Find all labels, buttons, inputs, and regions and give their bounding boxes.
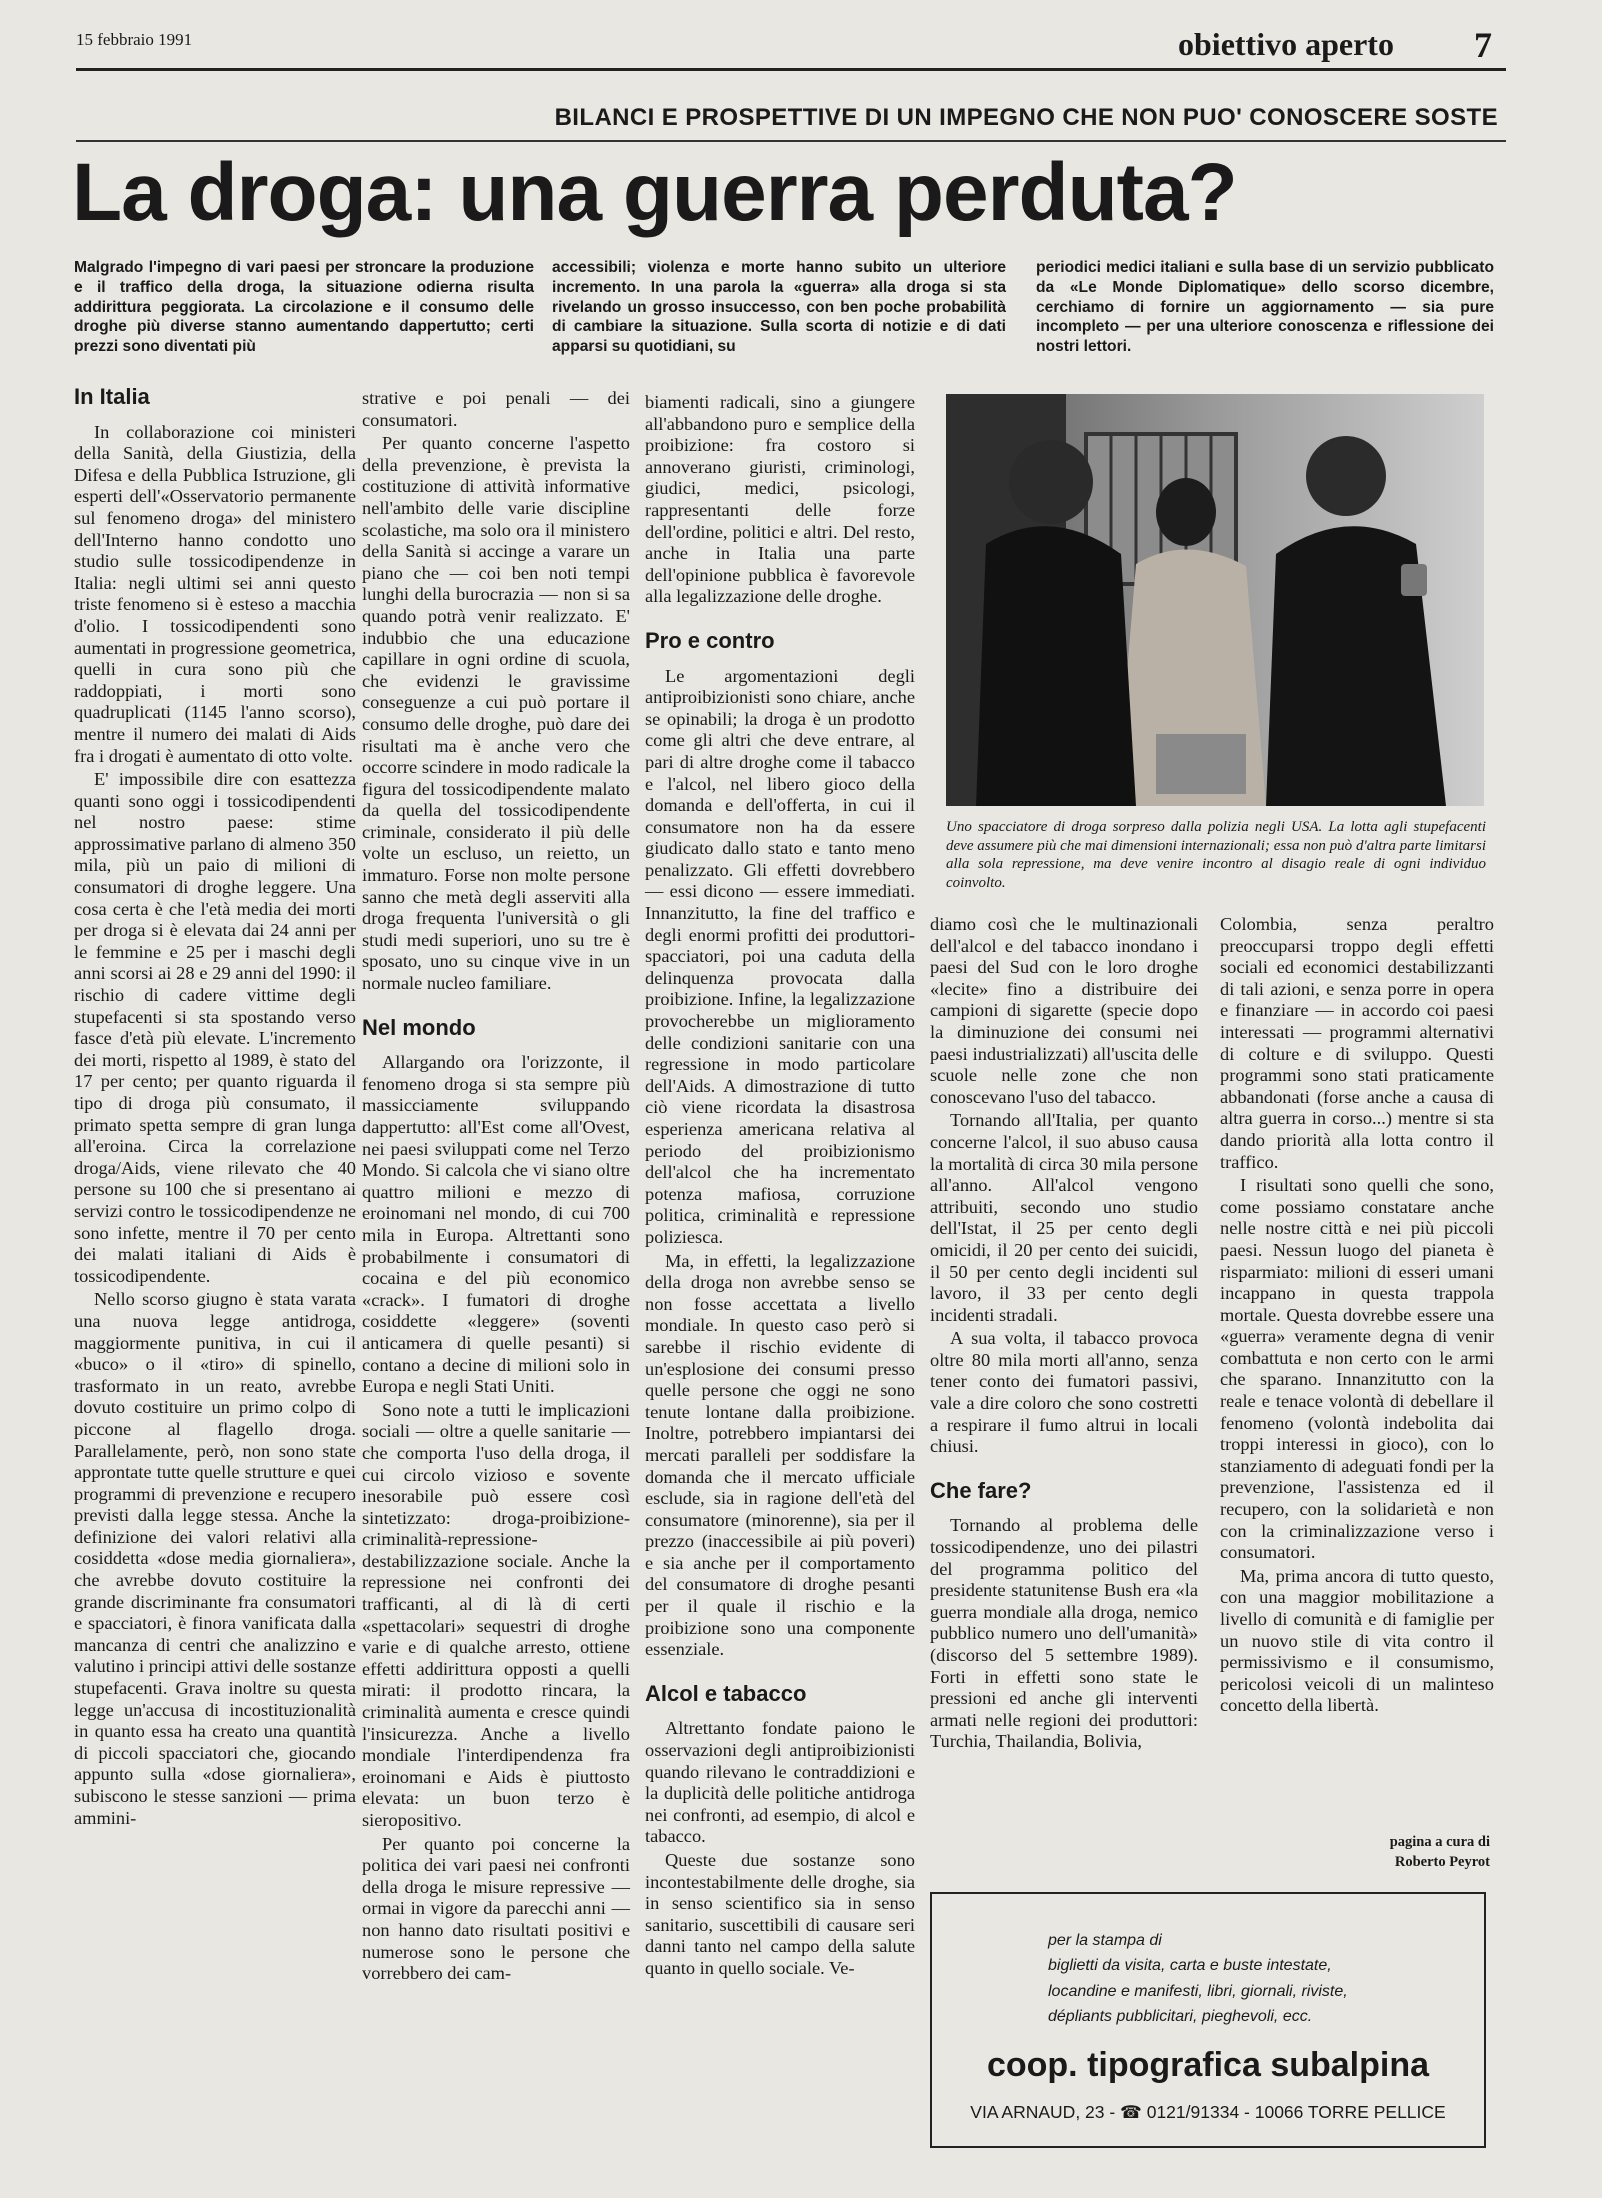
ad-line: biglietti da visita, carta e buste intestate, xyxy=(1048,1957,1332,1975)
paragraph: strative e poi penali — dei consumatori. xyxy=(362,388,630,430)
ad-company-name: coop. tipografica subalpina xyxy=(986,2046,1430,2084)
subheading: In Italia xyxy=(74,384,150,409)
paragraph: Ma, prima ancora di tutto questo, con una maggior mobilitazione a livello di comunità e di famiglie per un nuovo stile di vita contro il permissivismo e il consumismo, pericolosi veicoli di un malinteso concetto della libertà. xyxy=(1220,1565,1494,1716)
paragraph: In collaborazione coi ministeri della Sanità, della Giustizia, della Difesa e della Pubblica Istruzione, gli esperti dell'«Osservatorio permanente sul fenomeno droga» del ministero dell'Interno hanno condotto uno studio sulle tossicodipendenze in Italia: negli ultimi sei anni questo triste fenomeno si è esteso a macchia d'olio. I tossicodipendenti sono aumentati in progressione geometrica, quelli in cura sono più che raddoppiati, i morti sono quadruplicati (1145 l'anno scorso), mentre il numero dei malati di Aids fra i drogati è aumentato di otto volte. xyxy=(74,421,356,766)
paragraph: A sua volta, il tabacco provoca oltre 80 mila morti all'anno, senza tener conto dei fumatori passivi, vale a dire coloro che sono costretti a respirare il fumo altrui in locali chiusi. xyxy=(930,1328,1198,1457)
lead-paragraph: Malgrado l'impegno di vari paesi per stroncare la produzione e il traffico della droga, la situazione odierna risulta addirittura peggiorata. La circolazione e il consumo delle droghe più diverse stanno aumentando dappertutto; certi prezzi sono diventati più xyxy=(74,259,534,356)
issue-date: 15 febbraio 1991 xyxy=(76,30,193,49)
credit-author: Roberto Peyrot xyxy=(1394,1854,1490,1870)
paragraph: Queste due sostanze sono incontestabilmente delle droghe, sia in senso scientifico sia in senso sanitario, suscettibili di causare seri danni tanto nel campo della salute quanto in quello sociale. Ve- xyxy=(645,1850,915,1978)
paragraph: Sono note a tutti le implicazioni sociali — oltre a quelle sanitarie — che comporta l'uso della droga, il cui circolo vizioso e sovente inesorabile può essere così sintetizzato: droga-proibizione-criminalità-repressione-destabilizzazione sociale. Anche la repressione nei confronti dei trafficanti, al di là di certi «spettacolari» sequestri di droghe varie e di qualche arresto, ottiene effetti addirittura opposti a quelli mirati: il prodotto rincara, la criminalità aumenta e cresce quindi l'insicurezza. Anche a livello mondiale l'interdipendenza fra eroinomani e Aids è piuttosto elevata: un buon terzo è sieropositivo. xyxy=(362,1399,630,1830)
paragraph: Altrettanto fondate paiono le osservazioni degli antiproibizionisti quando rilevano le contraddizioni e la duplicità delle politiche antidroga nei confronti, ad esempio, di alcol e tabacco. xyxy=(645,1718,915,1847)
ad-line: per la stampa di xyxy=(1048,1932,1162,1949)
subheading: Alcol e tabacco xyxy=(645,1680,807,1706)
paragraph: Tornando al problema delle tossicodipendenze, uno dei pilastri del programma politico del presidente statunitense Bush era «la guerra mondiale alla droga, nemico pubblico numero uno dell'umanità» (discorso del 5 settembre 1989). Forti in effetti sono state le pressioni ed anche gli interventi armati nelle regioni dei produttori: Turchia, Thailandia, Bolivia, xyxy=(930,1515,1198,1752)
photo-police-arrest-icon xyxy=(946,394,1484,806)
paragraph: Ma, in effetti, la legalizzazione della droga non avrebbe senso se non fosse accettata a livello mondiale. In questo caso però si sarebbe il rischio evidente di un'esplosione dei consumi presso quelle persone che oggi ne sono tenute lontane dalla proibizione. Inoltre, potrebbero impiantarsi dei mercati paralleli per soddisfare la domanda che il mercato ufficiale esclude, sia in ragione dell'età del consumatore (minorenne), sia per il prezzo (inaccessibile ai più poveri) e sia anche per il comportamento del consumatore di droghe pesanti per il quale il rischio e la proibizione sono una componente essenziale. xyxy=(645,1250,915,1660)
headline: La droga: una guerra perduta? xyxy=(72,147,1237,238)
ad-address: VIA ARNAUD, 23 - ☎ 0121/91334 - 10066 TORRE PELLICE xyxy=(970,2102,1446,2122)
header-rule xyxy=(76,68,1506,71)
author-credit xyxy=(1300,1832,1490,1872)
paragraph: E' impossibile dire con esattezza quanti sono oggi i tossicodipendenti nel nostro paese: stime approssimative parlano di almeno 350 mila, più un paio di milioni di consumatori di droghe leggere. Una cosa certa è che l'età media dei morti per droga si è elevata dai 24 anni per le femmine e 25 per i maschi degli anni scorsi ai 28 e 29 anni del 1990: il rischio di cadere vittime degli stupefacenti si sta spostando verso fasce d'età più elevate. L'incremento dei morti, rispetto al 1989, è stato del 17 per cento; per quanto riguarda il tipo di droga più consumato, il primato spetta sempre di gran lunga all'eroina. Circa la correlazione droga/Aids, viene rilevato che 40 persone su 100 che si presentano ai servizi contro le tossicodipendenze ne sono infette, mentre il 70 per cento dei malati italiani di Aids è tossicodipendente. xyxy=(74,769,356,1286)
subheading: Pro e contro xyxy=(645,627,775,653)
page-number: 7 xyxy=(1474,25,1492,65)
article-column xyxy=(74,380,356,1829)
kicker-rule xyxy=(76,140,1506,142)
ad-services xyxy=(1048,1928,1348,2030)
paragraph: diamo così che le multinazionali dell'alcol e del tabacco inondano i paesi del Sud con le loro droghe «lecite» fino a distribuire dei campioni di sigarette (specie dopo la diminuzione dei consumi nei paesi industrializzati) all'uscita delle scuole nelle zone che non conoscevano l'uso del tabacco. xyxy=(930,914,1198,1107)
article-column xyxy=(930,914,1198,1753)
paragraph: Le argomentazioni degli antiproibizionisti sono chiare, anche se opinabili; la droga è un prodotto come gli altri che deve entrare, al pari di altre droghe come il tabacco e l'alcol, nel libero gioco della domanda e dell'offerta, in cui il consumatore non ha da essere giudicato dallo stato e tanto meno penalizzato. Gli effetti dovrebbero — essi dicono — essere immediati. Innanzitutto, la fine del traffico e degli enormi profitti dei produttori-spacciatori, poi una caduta della delinquenza provocata dalla proibizione. Infine, la legalizzazione provocherebbe un miglioramento delle condizioni sanitarie con una regressione in modo particolare dell'Aids. A dimostrazione di tutto ciò viene ricordata la disastrosa esperienza americana relativa al periodo del proibizionismo dell'alcol che ha incrementato potenza mafiosa, corruzione politica, criminalità e repressione poliziesca. xyxy=(645,665,915,1247)
article-column xyxy=(645,392,915,1980)
paragraph: Allargando ora l'orizzonte, il fenomeno droga si sta sempre più massicciamente sviluppando dappertutto: all'Est come all'Ovest, nei paesi sviluppati come nel Terzo Mondo. Si calcola che vi siano oltre quattro milioni e mezzo di eroinomani nel mondo, di cui 700 mila in Europa. Altrettanti sono probabilmente i consumatori di cocaina e del più economico «crack». I fumatori di droghe cosiddette «leggere» (soventi anticamera di quelle pesanti) si contano a decine di milioni solo in Europa e negli Stati Uniti. xyxy=(362,1052,630,1397)
section-title: obiettivo aperto xyxy=(1178,26,1394,62)
credit-label: pagina a cura di xyxy=(1389,1834,1490,1850)
paragraph: I risultati sono quelli che sono, come possiamo constatare anche nelle nostre città e nei più piccoli paesi. Nessun luogo del pianeta è risparmiato: milioni di esseri umani incappano in questa trappola mortale. Questa dovrebbe essere una «guerra» veramente degna di venir combattuta e non certo con le armi che sparano. Innanzitutto con la reale e tenace volontà di debellare il fenomeno (volontà indebolita dai troppi interessi in gioco), con lo stanziamento di adeguati fondi per la prevenzione, l'assistenza ed il recupero, con la solidarietà e non con la criminalizzazione verso i consumatori. xyxy=(1220,1175,1494,1563)
kicker: BILANCI E PROSPETTIVE DI UN IMPEGNO CHE NON PUO' CONOSCERE SOSTE xyxy=(554,104,1498,131)
subheading: Che fare? xyxy=(930,1477,1032,1503)
paragraph: Colombia, senza peraltro preoccuparsi troppo degli effetti sociali ed economici destabilizzanti di tali azioni, e senza porre in opera e finanziare — in accordo coi paesi interessati — programmi alternativi di colture e di sviluppo. Questi programmi sono stati praticamente abbandonati (forse anche a causa di altra guerra in corso...) mentre si sta dando priorità alla lotta contro il traffico. xyxy=(1220,914,1494,1172)
subheading: Nel mondo xyxy=(362,1014,476,1040)
lead-paragraph: periodici medici italiani e sulla base di un servizio pubblicato da «Le Monde Diplomatique» dello scorso dicembre, cerchiamo di fornire un aggiornamento — sia pure incompleto — per una ulteriore conoscenza e riflessione dei nostri lettori. xyxy=(1036,259,1494,356)
paragraph: Per quanto concerne l'aspetto della prevenzione, è prevista la costituzione di attività informative nell'ambito delle varie discipline scolastiche, ma solo ora il ministero della Sanità si accinge a varare un piano che — coi ben noti tempi lunghi della burocrazia — non si sa quando potrà venir realizzato. E' indubbio che una educazione capillare in ogni ordine di scuola, che evidenzi le gravissime conseguenze a cui può portare il consumo delle droghe, può dare dei risultati ma è anche vero che occorre scindere in modo radicale la figura del tossicodipendente malato da quella del tossicodipendente criminale, considerato il più delle volte un escluso, un reietto, un immaturo. Forse non molte persone sanno che metà degli asserviti alla droga frequenta l'università o gli studi medi superiori, uno su tre è sposato, uno su cinque vive in un normale nucleo familiare. xyxy=(362,433,630,994)
paragraph: Per quanto poi concerne la politica dei vari paesi nei confronti della droga le misure repressive — ormai in vigore da parecchi anni — non hanno dato risultati positivi e numerose sono le persone che vorrebbero dei cam- xyxy=(362,1833,630,1984)
print-shop-advertisement xyxy=(930,1892,1486,2148)
news-photo xyxy=(946,394,1484,806)
lead-paragraph: accessibili; violenza e morte hanno subito un ulteriore incremento. In una parola la «guerra» alla droga si sta rivelando un grosso insuccesso, con ben poche probabilità di cambiare la situazione. Sulla scorta di notizie e di dati apparsi su quotidiani, su xyxy=(552,259,1006,356)
paragraph: Tornando all'Italia, per quanto concerne l'alcol, il suo abuso causa la mortalità di circa 30 mila persone all'anno. All'alcol vengono attribuiti, secondo uno studio dell'Istat, il 25 per cento degli omicidi, il 20 per cento dei suicidi, il 50 per cento degli incidenti sul lavoro, il 33 per cento degli incidenti stradali. xyxy=(930,1110,1198,1325)
paragraph: biamenti radicali, sino a giungere all'abbandono puro e semplice della proibizione: fra costoro si annoverano giuristi, criminologi, giudici, medici, psicologi, rappresentanti delle forze dell'ordine, politici e altri. Del resto, anche in Italia una parte dell'opinione pubblica è favorevole alla legalizzazione delle droghe. xyxy=(645,392,915,607)
article-column xyxy=(1220,914,1494,1717)
ad-line: locandine e manifesti, libri, giornali, riviste, xyxy=(1048,1982,1348,2000)
article-column xyxy=(362,388,630,1985)
paragraph: Nello scorso giugno è stata varata una nuova legge antidroga, maggiormente punitiva, in cui il «buco» o il «tiro» di spinello, trasformato in un reato, avrebbe dovuto costituire un primo colpo di piccone al flagello droga. Parallelamente, però, non sono state approntate tutte quelle strutture e quei programmi di prevenzione e recupero previsti dalla legge stessa. Anche la definizione dei valori relativi alla cosiddetta «dose media giornaliera», che avrebbe dovuto costituire la grande discriminante fra consumatori e spacciatori, è finora vanificata dalla mancanza di centri che analizzino e valutino i principi attivi delle sostanze stupefacenti. Grava inoltre su questa legge un'accusa di incostituzionalità in quanto essa ha creato una quantità di piccoli spacciatori che, giocando appunto sulla «dose giornaliera», subiscono le stesse sanzioni — prima ammini- xyxy=(74,1289,356,1828)
ad-line: dépliants pubblicitari, pieghevoli, ecc. xyxy=(1048,2008,1313,2026)
photo-caption: Uno spacciatore di droga sorpreso dalla polizia negli USA. La lotta agli stupefacenti deve assumere più che mai dimensioni internazionali; essa non può d'altra parte limitarsi alla sola repressione, ma deve venire incontro al disagio reale di ogni individuo coinvolto. xyxy=(946,819,1486,891)
